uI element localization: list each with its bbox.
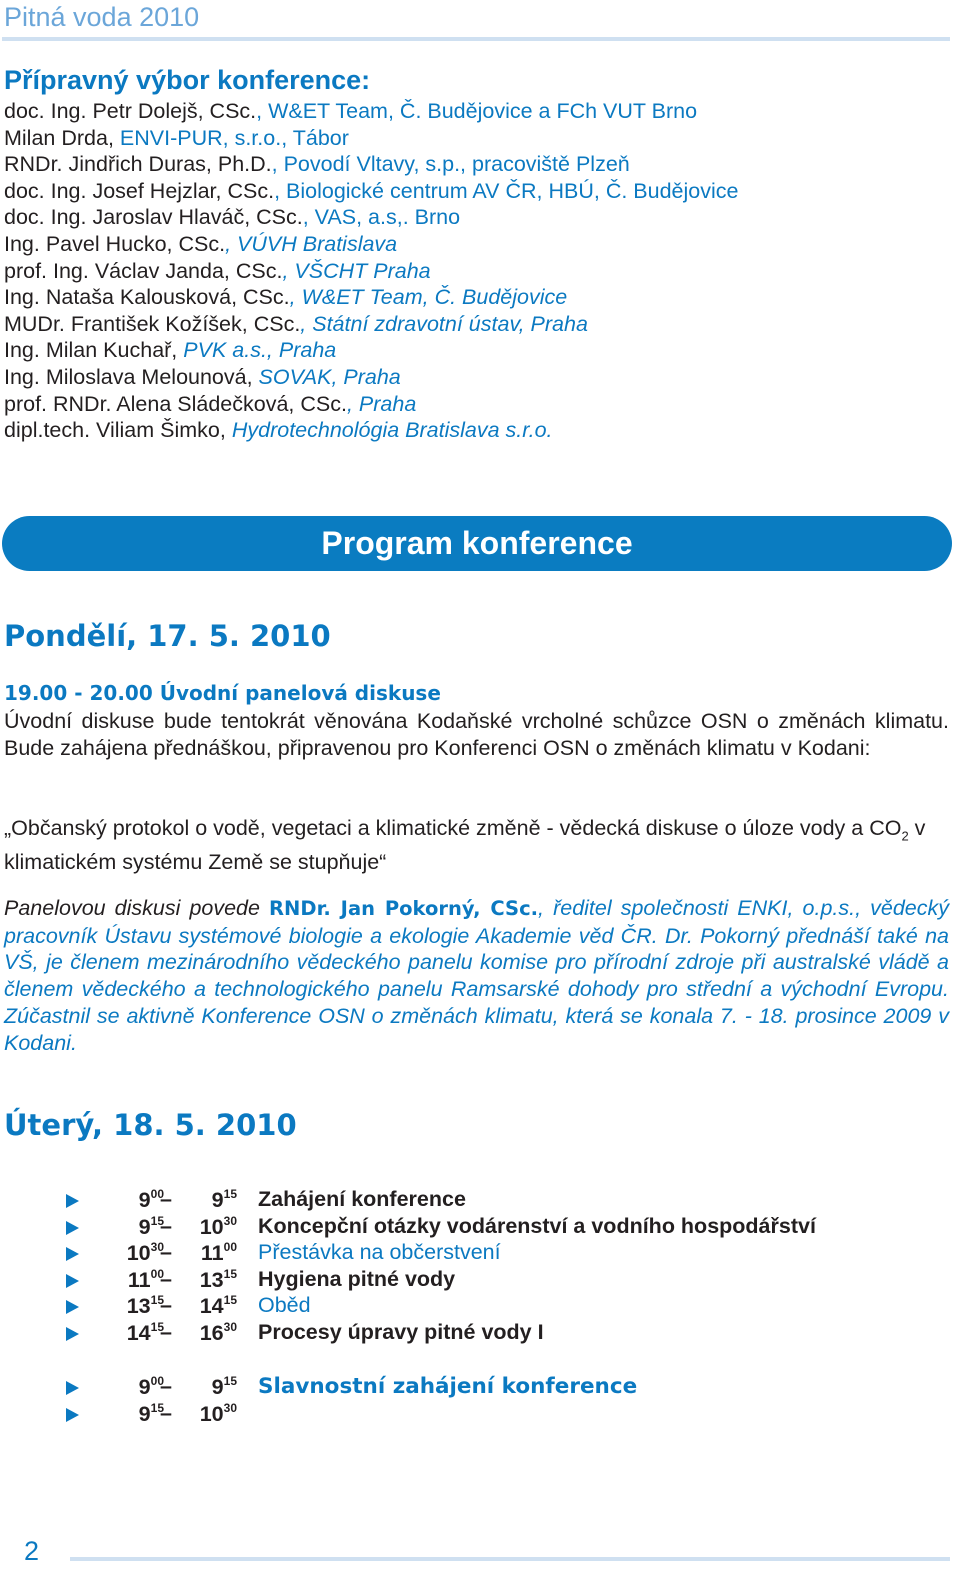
member-name: doc. Ing. Josef Hejzlar, CSc. <box>4 178 275 203</box>
schedule-row <box>4 1401 954 1428</box>
committee-member <box>4 391 954 418</box>
start-time <box>127 1240 164 1266</box>
end-hour: 9 <box>211 1375 224 1399</box>
start-minute: 00 <box>150 1187 164 1201</box>
time-dash: – <box>160 1213 172 1238</box>
bullet-arrow-icon <box>66 1247 79 1261</box>
member-name: prof. RNDr. Alena Sládečková, CSc. <box>4 391 347 416</box>
end-hour: 13 <box>199 1267 224 1292</box>
committee-member <box>4 284 954 311</box>
start-minute: 00 <box>150 1374 164 1388</box>
header-rule <box>2 37 950 41</box>
member-name: doc. Ing. Petr Dolejš, CSc. <box>4 99 257 123</box>
committee-member <box>4 98 954 125</box>
quote-text-2: v klimatickém systému Země se stupňuje“ <box>4 816 926 875</box>
session-title: 19.00 - 20.00 Úvodní panelová diskuse <box>4 681 441 705</box>
member-affiliation: , VŠCHT Praha <box>282 258 431 283</box>
member-name: Ing. Nataša Kalousková, CSc. <box>4 285 290 310</box>
quote-subscript: 2 <box>901 828 909 844</box>
committee-member <box>4 231 954 258</box>
moderator-bio <box>4 895 949 1056</box>
start-minute: 15 <box>150 1293 164 1308</box>
session-intro: Úvodní diskuse bude tentokrát věnována Kodaňské vrcholné schůzce OSN o změnách klimatu. Bude zahájena přednáškou, připravenou pro Konferenci OSN o změnách klimatu v Kodani: <box>4 709 949 760</box>
member-affiliation: Hydrotechnológia Bratislava s.r.o. <box>231 418 553 443</box>
end-time <box>212 1374 237 1400</box>
bullet-arrow-icon <box>66 1300 79 1314</box>
member-name: RNDr. Jindřich Duras, Ph.D. <box>4 152 272 177</box>
member-name: doc. Ing. Jaroslav Hlaváč, CSc. <box>4 205 303 230</box>
start-minute: 15 <box>150 1213 164 1228</box>
committee-member <box>4 178 954 205</box>
lecture-quote <box>4 815 949 876</box>
end-time <box>200 1214 237 1240</box>
page-number: 2 <box>24 1536 40 1566</box>
end-hour: 16 <box>199 1320 224 1345</box>
committee-member <box>4 311 954 338</box>
member-affiliation: , Státní zdravotní ústav, Praha <box>300 311 588 336</box>
bullet-arrow-icon <box>66 1408 79 1422</box>
start-hour: 10 <box>126 1241 151 1266</box>
start-time <box>128 1267 164 1293</box>
member-name: MUDr. František Kožíšek, CSc. <box>4 311 301 336</box>
start-hour: 13 <box>126 1294 151 1319</box>
start-hour: 9 <box>138 1401 151 1426</box>
member-name: Milan Drda, <box>4 125 120 150</box>
committee-member <box>4 204 954 231</box>
day-heading-monday: Pondělí, 17. 5. 2010 <box>4 619 331 653</box>
session-label: Zahájení konference <box>258 1187 466 1211</box>
end-minute: 15 <box>223 1374 237 1388</box>
program-banner: Program konference <box>2 516 952 571</box>
end-hour: 9 <box>211 1188 224 1212</box>
start-time <box>127 1293 164 1319</box>
start-hour: 14 <box>126 1320 151 1345</box>
end-hour: 10 <box>199 1214 224 1239</box>
end-hour: 14 <box>199 1294 224 1319</box>
start-hour: 11 <box>127 1267 151 1292</box>
committee-member <box>4 258 954 285</box>
end-time <box>201 1240 237 1266</box>
start-hour: 9 <box>138 1214 151 1239</box>
end-minute: 30 <box>223 1319 237 1334</box>
bullet-arrow-icon <box>66 1381 79 1395</box>
schedule-row <box>4 1240 954 1267</box>
start-time <box>127 1320 164 1346</box>
end-time <box>200 1320 237 1346</box>
session-label: Slavnostní zahájení konference <box>258 1374 638 1399</box>
start-minute: 00 <box>150 1266 164 1281</box>
schedule-row <box>4 1187 954 1214</box>
committee-member <box>4 417 954 444</box>
time-dash: – <box>160 1266 172 1291</box>
end-hour: 10 <box>199 1401 224 1426</box>
end-time <box>200 1267 237 1293</box>
member-affiliation: PVK a.s., Praha <box>183 338 337 363</box>
bio-lead: Panelovou diskusi povede <box>4 896 270 920</box>
member-name: Ing. Milan Kuchař, <box>4 338 184 363</box>
moderator-name: RNDr. Jan Pokorný, CSc. <box>269 897 539 920</box>
bullet-arrow-icon <box>66 1221 79 1235</box>
schedule-list <box>4 1187 954 1347</box>
session-label: Hygiena pitné vody <box>258 1266 456 1291</box>
end-minute: 15 <box>223 1187 237 1201</box>
time-dash: – <box>160 1187 172 1211</box>
time-dash: – <box>160 1240 172 1265</box>
bio-text: , ředitel společnosti ENKI, o.p.s., vědecký pracovník Ústavu systémové biologie a ekologie Akademie věd ČR. Dr. Pokorný přednáší také na VŠ, je členem mezinárodního vědeckého panelu komise pro přírodní zdroje při australské vládě a členem vědeckého a technologického panelu Ramsarské dohody pro střední a východní Evropu. Zúčastnil se aktivně Konference OSN o změnách klimatu, která se konala 7. - 18. prosince 2009 v Kodani. <box>4 896 950 1055</box>
member-name: Ing. Pavel Hucko, CSc. <box>4 231 226 256</box>
schedule-list-2 <box>4 1374 954 1427</box>
session-label: Procesy úpravy pitné vody I <box>258 1319 544 1344</box>
member-affiliation: , W&ET Team, Č. Budějovice a FCh VUT Brno <box>256 99 698 123</box>
committee-heading: Přípravný výbor konference: <box>4 65 371 95</box>
end-minute: 00 <box>223 1240 237 1255</box>
member-name: prof. Ing. Václav Janda, CSc. <box>4 258 283 283</box>
start-minute: 15 <box>150 1400 164 1415</box>
member-affiliation: , Biologické centrum AV ČR, HBÚ, Č. Budějovice <box>274 178 739 203</box>
organizing-committee <box>4 64 954 444</box>
member-affiliation: ENVI-PUR, s.r.o., Tábor <box>119 125 349 150</box>
end-time <box>200 1293 237 1319</box>
end-time <box>212 1187 237 1213</box>
end-minute: 30 <box>223 1400 237 1415</box>
start-hour: 9 <box>138 1375 151 1399</box>
day-heading-tuesday: Úterý, 18. 5. 2010 <box>4 1108 297 1142</box>
time-dash: – <box>160 1374 172 1398</box>
committee-member <box>4 337 954 364</box>
schedule-row <box>4 1267 954 1294</box>
committee-member <box>4 125 954 152</box>
bullet-arrow-icon <box>66 1194 79 1208</box>
time-dash: – <box>160 1319 172 1344</box>
running-header-title: Pitná voda 2010 <box>4 2 200 32</box>
time-dash: – <box>160 1293 172 1318</box>
bullet-arrow-icon <box>66 1274 79 1288</box>
footer-rule <box>70 1557 950 1561</box>
schedule-row <box>4 1293 954 1320</box>
session-label: Koncepční otázky vodárenství a vodního hospodářství <box>258 1213 816 1238</box>
quote-text-1: „Občanský protokol o vodě, vegetaci a klimatické změně - vědecká diskuse o úloze vody a CO <box>4 816 902 840</box>
end-minute: 30 <box>223 1213 237 1228</box>
session-label: Přestávka na občerstvení <box>258 1240 501 1265</box>
member-name: dipl.tech. Viliam Šimko, <box>4 418 232 443</box>
bullet-arrow-icon <box>66 1327 79 1341</box>
end-minute: 15 <box>223 1293 237 1308</box>
start-minute: 30 <box>150 1240 164 1255</box>
member-affiliation: , W&ET Team, Č. Budějovice <box>289 285 568 310</box>
session-label: Oběd <box>258 1293 311 1318</box>
schedule-row <box>4 1374 954 1401</box>
member-affiliation: , VÚVH Bratislava <box>225 231 398 256</box>
member-affiliation: , Praha <box>346 391 417 416</box>
committee-member <box>4 364 954 391</box>
end-hour: 11 <box>200 1241 224 1266</box>
time-dash: – <box>160 1400 172 1425</box>
schedule-row <box>4 1320 954 1347</box>
end-time <box>200 1401 237 1427</box>
committee-member-list <box>4 98 954 444</box>
member-name: Ing. Miloslava Melounová, <box>4 364 259 389</box>
start-hour: 9 <box>138 1188 151 1212</box>
schedule-row <box>4 1214 954 1241</box>
member-affiliation: , VAS, a.s,. Brno <box>302 205 461 230</box>
committee-member <box>4 151 954 178</box>
start-minute: 15 <box>150 1319 164 1334</box>
member-affiliation: , Povodí Vltavy, s.p., pracoviště Plzeň <box>271 152 630 177</box>
end-minute: 15 <box>223 1266 237 1281</box>
member-affiliation: SOVAK, Praha <box>258 364 401 389</box>
